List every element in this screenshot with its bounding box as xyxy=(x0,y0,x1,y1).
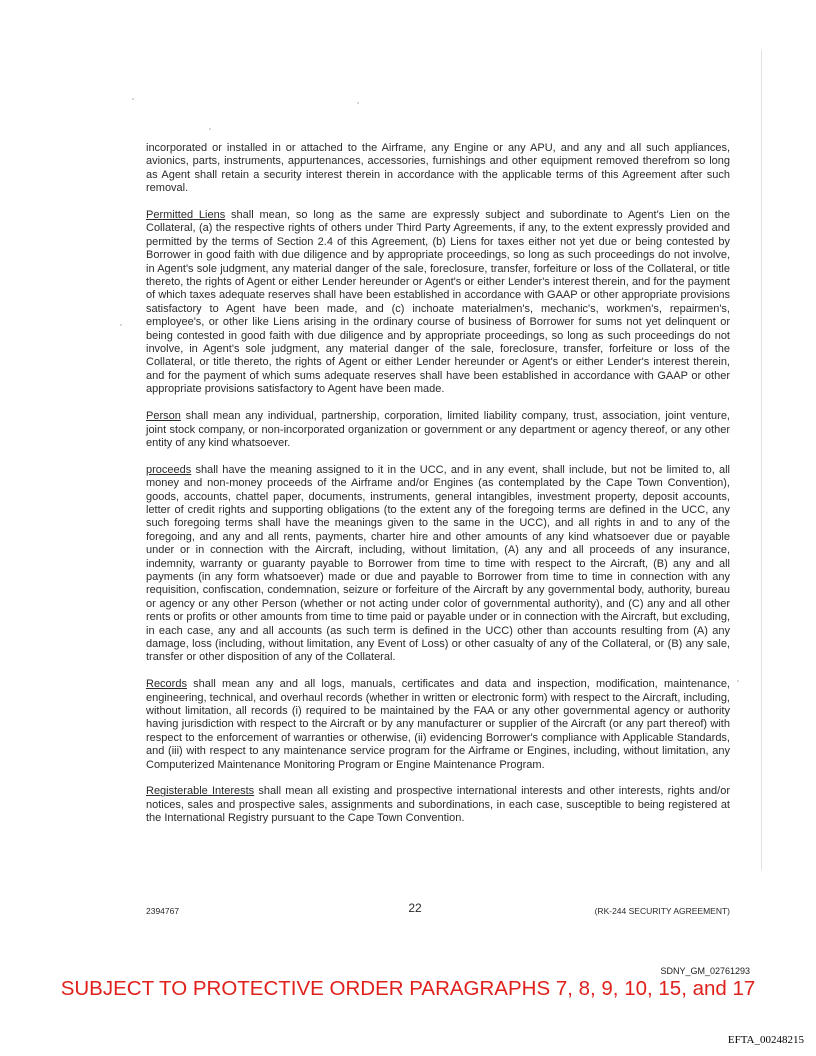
definition-paragraph xyxy=(146,410,730,450)
definition-paragraph xyxy=(146,678,730,772)
scan-speck xyxy=(132,98,134,100)
footer-agreement-title: (RK-244 SECURITY AGREEMENT) xyxy=(594,906,730,916)
definition-paragraph xyxy=(146,464,730,665)
footer-page-number: 22 xyxy=(408,901,422,915)
definition-paragraph xyxy=(146,142,730,196)
scan-edge-line xyxy=(761,50,762,870)
efta-number: EFTA_00248215 xyxy=(727,1034,804,1046)
scan-speck xyxy=(737,680,739,682)
paragraph-text: incorporated or installed in or attached to the Airframe, any Engine or any APU, and any and all such appliances, avionics, parts, instruments, appurtenances, accessories, furnishings and other equipment removed therefrom so long as Agent shall retain a security interest therein in accordance with the applicable terms of this Agreement after such removal. xyxy=(146,142,730,195)
defined-term: Person xyxy=(146,410,181,423)
definition-paragraph xyxy=(146,785,730,825)
agreement-body xyxy=(146,142,730,839)
paragraph-text: shall have the meaning assigned to it in the UCC, and in any event, shall include, but not be limited to, all money and non-money proceeds of the Airframe and/or Engines (as contemplated by the Cape Town Convention), goods, accounts, chattel paper, documents, instruments, general intangibles, investment property, deposit accounts, letter of credit rights and supporting obligations (to the extent any of the foregoing terms are defined in the UCC, any such foregoing terms shall have the meanings given to the same in the UCC), and all rights in and to any of the foregoing, and any and all rents, payments, charter hire and other amounts of any kind whatsoever due or payable under or in connection with the Aircraft, including, without limitation, (A) any and all proceeds of any insurance, indemnity, warranty or guaranty payable to Borrower from time to time with respect to the Aircraft, (B) any and all payments (in any form whatsoever) made or due and payable to Borrower from time to time in connection with any requisition, confiscation, condemnation, seizure or forfeiture of the Aircraft by any governmental body, authority, bureau or agency or any other Person (whether or not acting under color of governmental authority), and (C) any and all other rents or profits or other amounts from time to time paid or payable under or in connection with the Aircraft, but excluding, in each case, any and all accounts (as such term is defined in the UCC) other than accounts resulting from (A) any damage, loss (including, without limitation, any Event of Loss) or other casualty of any of the Collateral, or (B) any sale, transfer or other disposition of any of the Collateral. xyxy=(146,463,730,664)
paragraph-text: shall mean any and all logs, manuals, certificates and data and inspection, modification, maintenance, engineering, technical, and overhaul records (whether in written or electronic form) with respect to the Aircraft, including, without limitation, all records (i) required to be maintained by the FAA or any other governmental agency or authority having jurisdiction with respect to the Aircraft or by any manufacturer or supplier of the Aircraft (or any part thereof) with respect to the enforcement of warranties or otherwise, (ii) evidencing Borrower's compliance with Applicable Standards, and (iii) with respect to any maintenance service program for the Airframe or Engines, including, without limitation, any Computerized Maintenance Monitoring Program or Engine Maintenance Program. xyxy=(146,678,730,771)
scan-speck xyxy=(209,128,211,130)
protective-order-banner: SUBJECT TO PROTECTIVE ORDER PARAGRAPHS 7, 8, 9, 10, 15, and 17 xyxy=(60,977,756,1000)
defined-term: proceeds xyxy=(146,463,192,476)
paragraph-text: shall mean, so long as the same are expressly subject and subordinate to Agent's Lien on the Collateral, (a) the respective rights of others under Third Party Agreements, if any, to the extent expressly provided and permitted by the terms of Section 2.4 of this Agreement, (b) Liens for taxes either not yet due or being contested by Borrower in good faith with due diligence and by appropriate proceedings, so long as such proceedings do not involve, in Agent's sole judgment, any material danger of the sale, foreclosure, transfer, forfeiture or loss of the Collateral, or title thereto, the rights of Agent or either Lender hereunder or Agent's or either Lender's interest therein, and for the payment of which taxes adequate reserves shall have been established in accordance with GAAP or other appropriate provisions satisfactory to Agent have been made, and (c) inchoate materialmen's, mechanic's, workmen's, repairmen's, employee's, or other like Liens arising in the ordinary course of business of Borrower for sums not yet delinquent or being contested in good faith with due diligence and by appropriate proceedings, so long as such proceedings do not involve, in Agent's sole judgment, any material danger of the sale, foreclosure, transfer, forfeiture or loss of the Collateral, or title thereto, the rights of Agent or either Lender hereunder or Agent's or either Lender's interest therein, and for the payment of which sums adequate reserves shall have been established in accordance with GAAP or other appropriate provisions satisfactory to Agent have been made. xyxy=(146,209,730,396)
paragraph-text: shall mean all existing and prospective international interests and other interests, rights and/or notices, sales and prospective sales, assignments and subordinations, in each case, susceptible to being registered at the International Registry pursuant to the Cape Town Convention. xyxy=(146,785,731,825)
paragraph-text: shall mean any individual, partnership, corporation, limited liability company, trust, association, joint venture, joint stock company, or non-incorporated organization or government or any department or agency thereof, or any other entity of any kind whatsoever. xyxy=(146,410,730,449)
scan-speck xyxy=(357,102,359,104)
definition-paragraph xyxy=(146,209,730,397)
defined-term: Records xyxy=(146,678,187,691)
defined-term: Permitted Liens xyxy=(146,209,226,222)
defined-term: Registerable Interests xyxy=(146,785,255,798)
footer-doc-id: 2394767 xyxy=(146,906,180,916)
scan-speck xyxy=(120,324,122,326)
bates-number: SDNY_GM_02761293 xyxy=(660,966,750,976)
